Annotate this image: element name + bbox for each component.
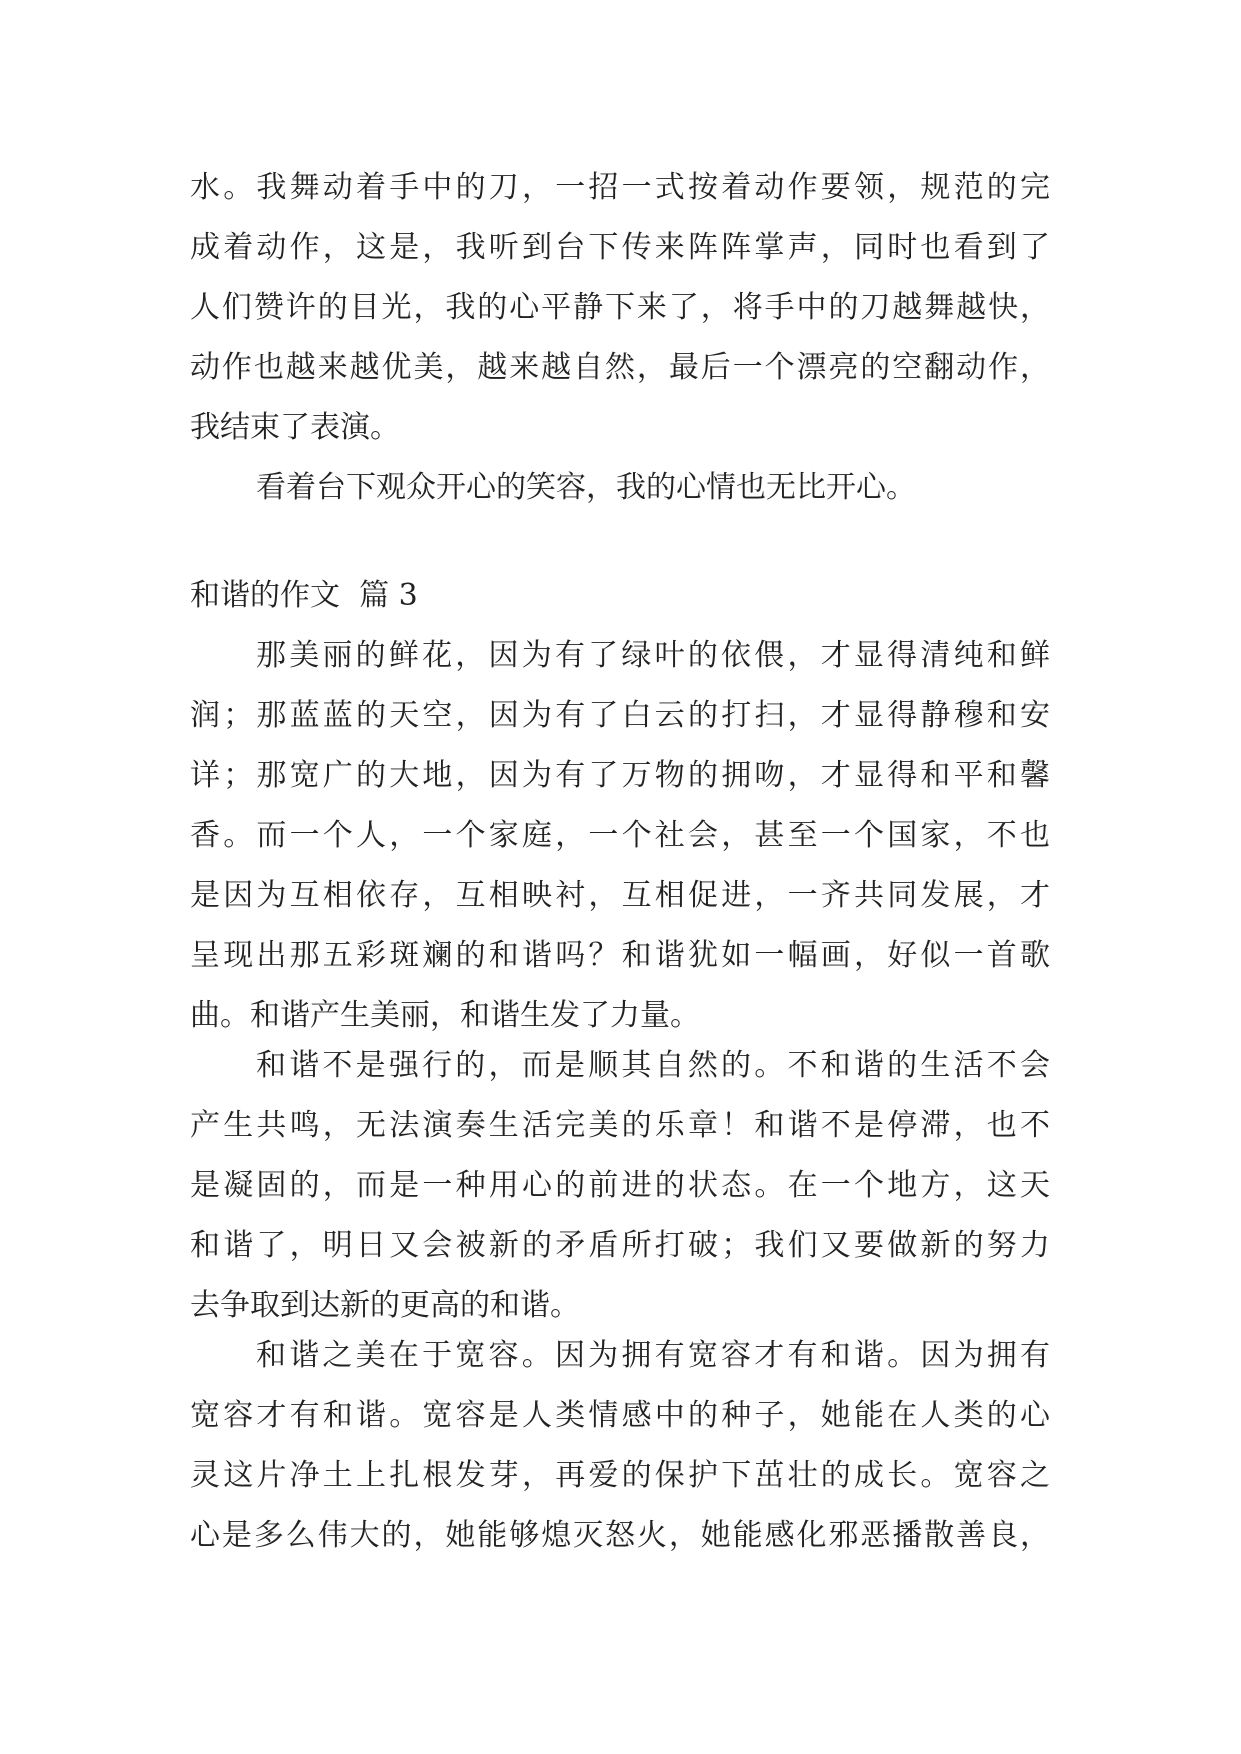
- text-line: 曲。和谐产生美丽，和谐生发了力量。: [190, 998, 700, 1033]
- section2-paragraph3: [190, 1326, 1050, 1566]
- section1-paragraph1: [190, 158, 1050, 458]
- text-line: 人们赞许的目光，我的心平静下来了，将手中的刀越舞越快，: [190, 290, 1050, 325]
- text-line: 宽容才有和谐。宽容是人类情感中的种子，她能在人类的心: [190, 1398, 1050, 1433]
- section2-paragraph1: [190, 626, 1050, 1046]
- text-line: 和谐了，明日又会被新的矛盾所打破；我们又要做新的努力: [190, 1228, 1050, 1263]
- text-line: 和谐之美在于宽容。因为拥有宽容才有和谐。因为拥有: [256, 1338, 1050, 1373]
- text-line: 看着台下观众开心的笑容，我的心情也无比开心。: [256, 470, 916, 505]
- text-line: 润；那蓝蓝的天空，因为有了白云的打扫，才显得静穆和安: [190, 698, 1050, 733]
- text-line: 灵这片净土上扎根发芽，再爱的保护下茁壮的成长。宽容之: [190, 1458, 1050, 1493]
- text-line: 心是多么伟大的，她能够熄灭怒火，她能感化邪恶播散善良，: [190, 1518, 1050, 1553]
- text-line: 动作也越来越优美，越来越自然，最后一个漂亮的空翻动作，: [190, 350, 1050, 385]
- text-line: 是因为互相依存，互相映衬，互相促进，一齐共同发展，才: [190, 878, 1050, 913]
- text-line: 那美丽的鲜花，因为有了绿叶的依偎，才显得清纯和鲜: [256, 638, 1050, 673]
- text-line: 详；那宽广的大地，因为有了万物的拥吻，才显得和平和馨: [190, 758, 1050, 793]
- section2-paragraph2: [190, 1036, 1050, 1336]
- text-line: 水。我舞动着手中的刀，一招一式按着动作要领，规范的完: [190, 170, 1050, 205]
- text-line: 和谐不是强行的，而是顺其自然的。不和谐的生活不会: [256, 1048, 1050, 1083]
- text-line: 香。而一个人，一个家庭，一个社会，甚至一个国家，不也: [190, 818, 1050, 853]
- text-line: 是凝固的，而是一种用心的前进的状态。在一个地方，这天: [190, 1168, 1050, 1203]
- text-line: 去争取到达新的更高的和谐。: [190, 1288, 580, 1323]
- section1-paragraph2: [190, 458, 1050, 518]
- section-heading: 和谐的作文 篇 3: [190, 578, 418, 613]
- text-line: 我结束了表演。: [190, 410, 400, 445]
- text-line: 产生共鸣，无法演奏生活完美的乐章！和谐不是停滞，也不: [190, 1108, 1050, 1143]
- text-line: 呈现出那五彩斑斓的和谐吗？和谐犹如一幅画，好似一首歌: [190, 938, 1050, 973]
- text-line: 成着动作，这是，我听到台下传来阵阵掌声，同时也看到了: [190, 230, 1050, 265]
